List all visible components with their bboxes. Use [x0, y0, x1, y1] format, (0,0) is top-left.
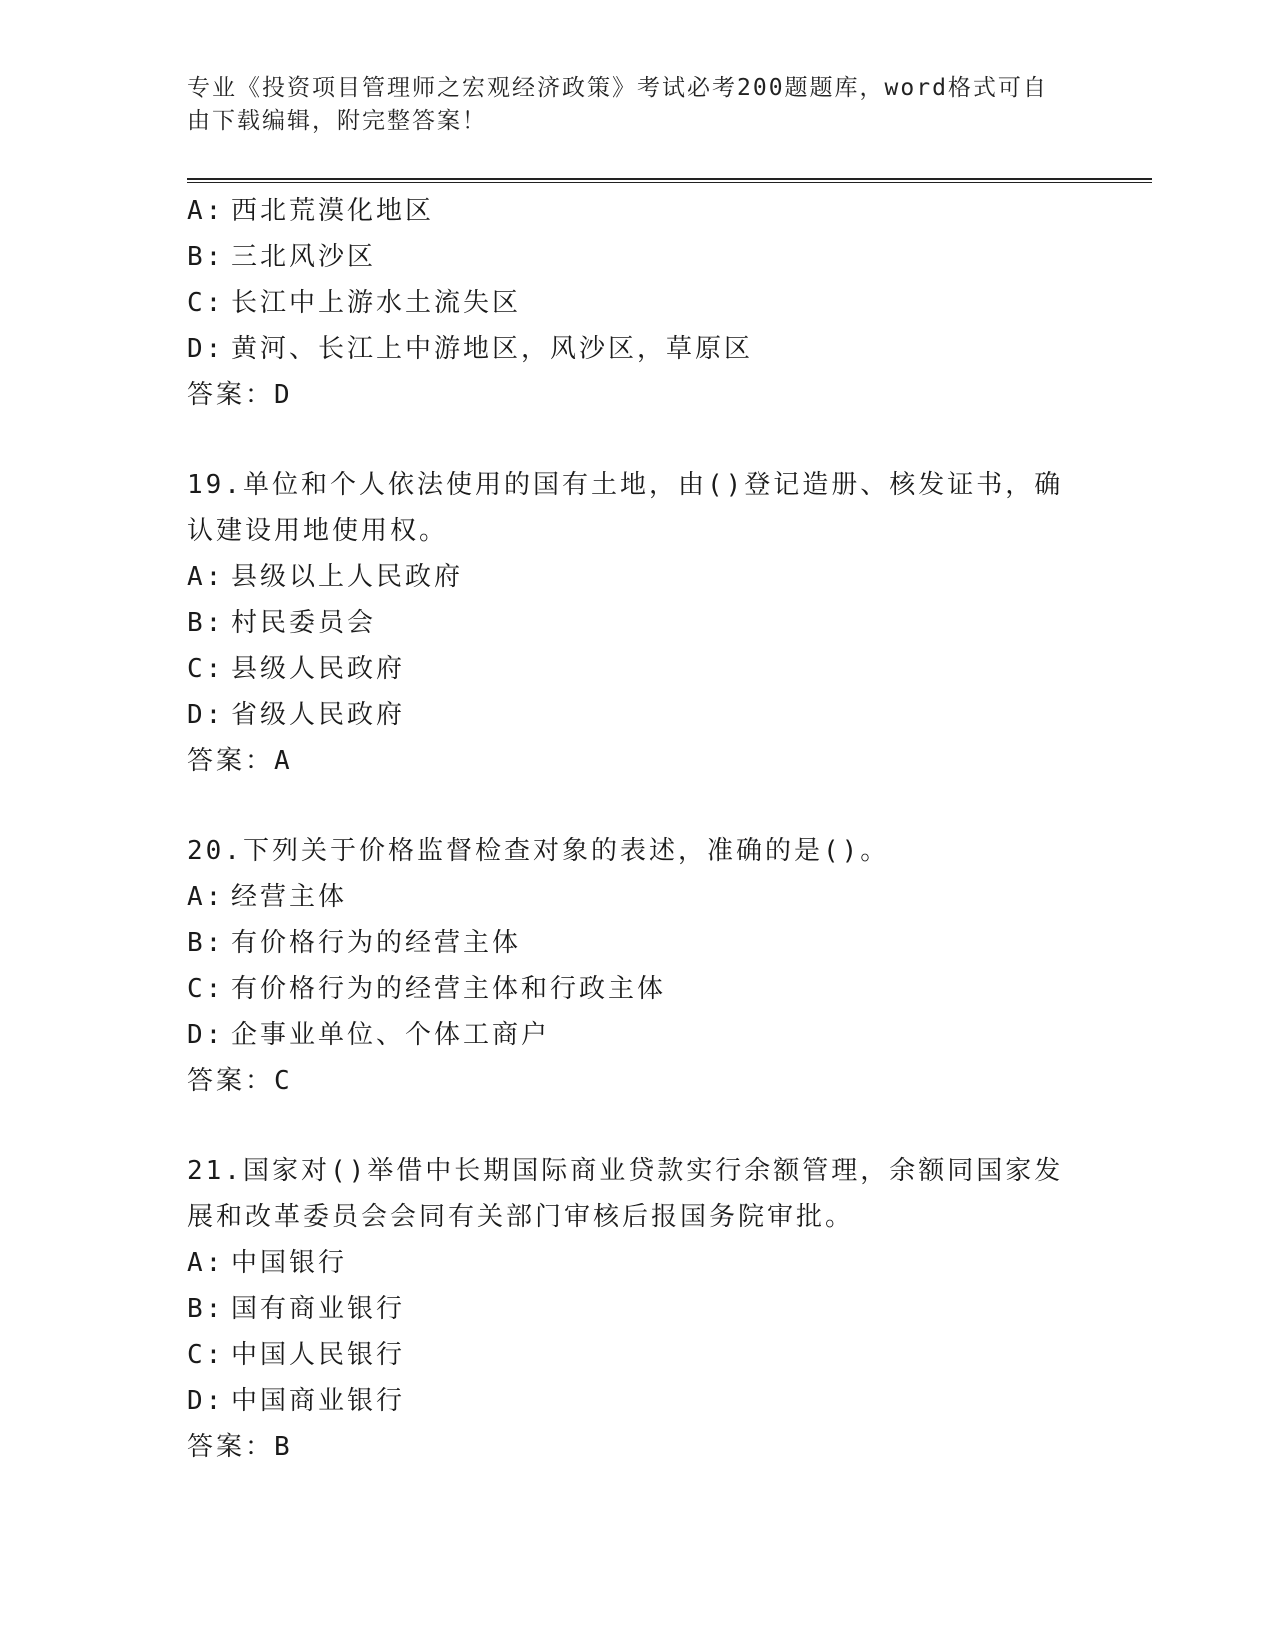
question-block-21 — [187, 1148, 1152, 1470]
document-header: 专业《投资项目管理师之宏观经济政策》考试必考200题题库，word格式可自由下载编辑，附完整答案！ — [187, 75, 1048, 134]
question-block-partial — [187, 188, 1152, 418]
answer-line: 答案：A — [187, 746, 293, 776]
option-b: B: 三北风沙区 — [187, 242, 377, 272]
option-a: A: 西北荒漠化地区 — [187, 196, 435, 226]
answer-line: 答案：B — [187, 1432, 293, 1462]
option-a: A: 中国银行 — [187, 1248, 348, 1278]
option-c: C: 县级人民政府 — [187, 654, 406, 684]
option-c: C: 有价格行为的经营主体和行政主体 — [187, 974, 667, 1004]
header-divider — [187, 178, 1152, 183]
question-spacer — [187, 418, 1152, 462]
option-b: B: 村民委员会 — [187, 608, 377, 638]
option-d: D: 黄河、长江上中游地区，风沙区，草原区 — [187, 334, 754, 364]
question-block-20 — [187, 828, 1152, 1104]
question-stem: 19.单位和个人依法使用的国有土地，由()登记造册、核发证书，确认建设用地使用权。 — [187, 470, 1064, 546]
document-page — [187, 0, 1152, 1650]
question-spacer — [187, 784, 1152, 828]
option-d: D: 中国商业银行 — [187, 1386, 406, 1416]
question-block-19 — [187, 462, 1152, 784]
option-c: C: 中国人民银行 — [187, 1340, 406, 1370]
option-b: B: 国有商业银行 — [187, 1294, 406, 1324]
option-d: D: 省级人民政府 — [187, 700, 406, 730]
question-stem: 21.国家对()举借中长期国际商业贷款实行余额管理，余额同国家发展和改革委员会会同有关部门审核后报国务院审批。 — [187, 1156, 1064, 1232]
option-c: C: 长江中上游水土流失区 — [187, 288, 522, 318]
option-d: D: 企事业单位、个体工商户 — [187, 1020, 551, 1050]
option-a: A: 经营主体 — [187, 882, 348, 912]
answer-line: 答案：D — [187, 380, 293, 410]
question-stem: 20.下列关于价格监督检查对象的表述，准确的是()。 — [187, 836, 890, 866]
question-spacer — [187, 1104, 1152, 1148]
option-a: A: 县级以上人民政府 — [187, 562, 464, 592]
answer-line: 答案：C — [187, 1066, 293, 1096]
question-list — [187, 188, 1152, 1470]
option-b: B: 有价格行为的经营主体 — [187, 928, 522, 958]
